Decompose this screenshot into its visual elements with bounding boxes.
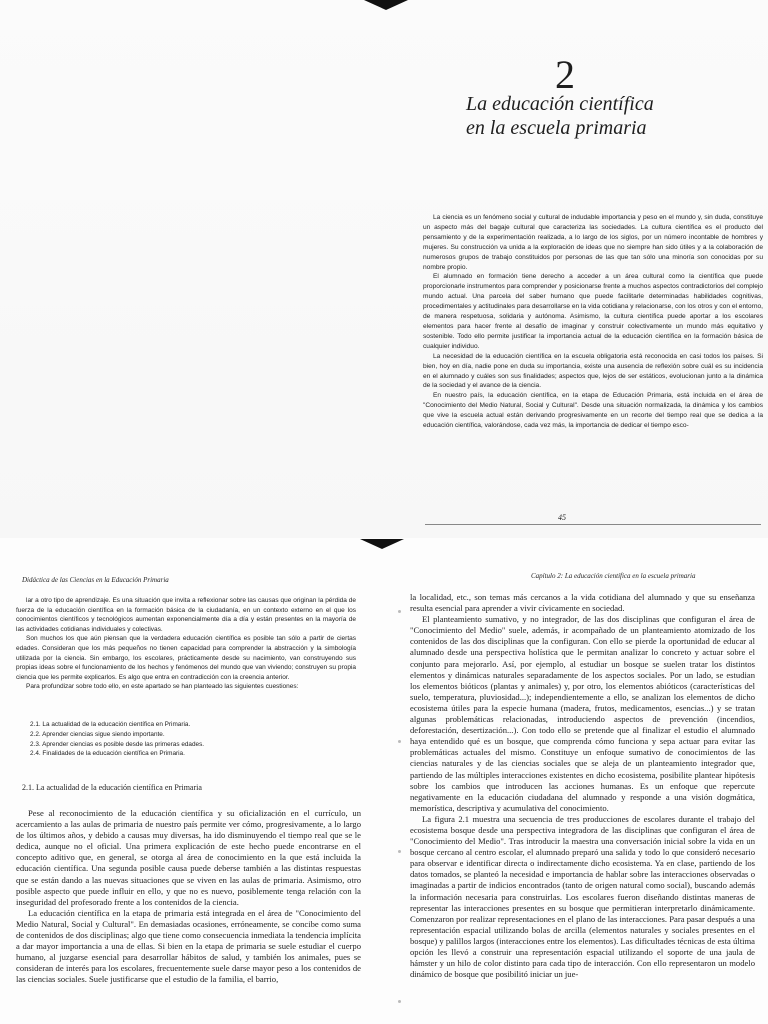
left-page-body	[16, 808, 361, 986]
right-page-body	[410, 592, 755, 980]
running-head-right: Capítulo 2: La educación científica en la escuela primaria	[531, 572, 696, 580]
gutter-mark	[398, 740, 401, 743]
gutter-mark	[398, 850, 401, 853]
paragraph: El planteamiento sumativo, y no integrador, de las dos disciplinas que configuran el área de "Conocimiento del Medio" suele, además, ir acompañado de un planteamiento atomizado de los contenidos de las dos disciplinas que la configuran. Con ello se pierde la oportunidad de educar al alumnado desde una perspectiva holística que le permitan analizar lo concreto y actuar sobre el conjunto para mejorarlo. Así, por ejemplo, al estudiar un bosque se suelen tratar los distintos elementos y dinámicas naturales separadamente de los aspectos sociales. Por un lado, se estudian los elementos bióticos (plantas y animales) y, por otro, los elementos abióticos (características del suelo, temperatura, pluviosidad...); independientemente a ello, se analizan los elementos de dicho ecosistema útiles para la especie humana (madera, frutos, medicamentos, esencias...) y se tratan algunas problemáticas relacionadas, introduciendo aspectos de prevención (incendios, deforestación, desertización...). Con todo ello se pretende que al finalizar el estudio el alumnado haya entendido qué es un bosque, que comprenda cómo funciona y sepa actuar para evitar las problemáticas actuales del mismo. Constituye un enfoque sumativo de conocimientos de las ciencias naturales y de las ciencias sociales que se aleja de un planteamiento integrador que, partiendo de las múltiples interacciones existentes en dicho ecosistema, posibilite plantear hipótesis sobre los cambios que introducen las acciones humanas. Es un enfoque que repercute negativamente en la educación ciudadana del alumnado y responde a una visión dogmática, memorística, descriptiva y acumulativa del conocimiento.	[410, 614, 755, 813]
chapter-title-line: La educación científica	[466, 93, 654, 115]
chapter-intro	[423, 213, 763, 431]
questions-list	[30, 720, 330, 759]
intro-paragraph: La ciencia es un fenómeno social y cultural de indudable importancia y peso en el mundo y, sin duda, constituye un aspecto más del bagaje cultural que caracteriza las sociedades. La cultura científica es el producto del pensamiento y de la experimentación realizada, a lo largo de los siglos, por un número incontable de hombres y mujeres. Su construcción va unida a la exploración de ideas que no siempre han sido útiles y a la colaboración de numerosos grupos de trabajo constituidos por personas de las que tan sólo una minoría son conocidas por su nombre propio.	[423, 214, 763, 271]
page-number: 45	[558, 513, 566, 522]
list-item: 2.4. Finalidades de la educación científica en Primaria.	[30, 750, 185, 758]
paragraph: la localidad, etc., son temas más cercanos a la vida cotidiana del alumnado y que su enseñanza resulta esencial para aprender a vivir cívicamente en sociedad.	[410, 592, 755, 614]
scan-arrow-mark	[360, 539, 404, 549]
intro-paragraph: La necesidad de la educación científica en la escuela obligatoria está reconocida en casi todos los países. Si bien, hoy en día, nadie pone en duda su importancia, existe una ausencia de reflexión sobre cuál es su incidencia en el alumnado y cuáles son sus finalidades; aspectos que, lejos de ser estáticos, evolucionan junto a la dinámica de la sociedad y el avance de la ciencia.	[423, 352, 763, 390]
list-item: 2.2. Aprender ciencias sigue siendo importante.	[30, 730, 165, 738]
paragraph: lar a otro tipo de aprendizaje. Es una situación que invita a reflexionar sobre las causas que originan la pérdida de fuerza de la educación científica en la formación básica de la ciudadanía, en un contexto externo en el que los conocimientos científicos y tecnológicos aumentan exponencialmente día a día y están presentes en la mayoría de las actividades cotidianas individuales y colectivas.	[16, 597, 356, 633]
paragraph: Son muchos los que aún piensan que la verdadera educación científica es posible tan sólo a partir de ciertas edades. Consideran que los más pequeños no tienen capacidad para comprender la abstracción y la simbología utilizada por la ciencia. Sin embargo, los escolares, prácticamente desde su nacimiento, van construyendo sus propias ideas sobre el funcionamiento de los hechos y fenómenos del mundo que van viviendo; construyen su propia ciencia que les permite explicarlos. Es algo que entra en contradicción con la creencia anterior.	[16, 635, 356, 681]
chapter-number: 2	[555, 52, 575, 97]
list-item: 2.3. Aprender ciencias es posible desde las primeras edades.	[30, 740, 205, 748]
scan-arrow-mark	[364, 0, 408, 10]
list-item: 2.1. La actualidad de la educación científica en Primaria.	[30, 721, 191, 728]
paragraph: La figura 2.1 muestra una secuencia de tres producciones de escolares durante el trabajo del ecosistema bosque desde una perspectiva integradora de las disciplinas que configuran el área de "Conocimiento del Medio". Tras introducir la maestra una conversación inicial sobre la vida en un bosque cercano al centro escolar, el alumnado preparó una salida y todo lo que consideró necesario para observar e identificar directa o indirectamente dicho ecosistema. Ya en clase, partiendo de los datos tomados, se planteó la necesidad e importancia de hablar sobre las interacciones observadas o imaginadas a partir de indicios encontrados (tanto de origen natural como social), buscando además la información necesaria para construirlas. Los escolares fueron diseñando distintas maneras de representar las interacciones presentes en su bosque que permitieran interpretarlo dinámicamente. Comenzaron por realizar representaciones en el plano de las interacciones. Para pasar después a una representación espacial utilizando bolas de arcilla (elementos naturales y sociales presentes en el bosque) y palillos largos (interacciones entre los elementos). Las dificultades técnicas de esta última opción les llevó a construir una representación espacial utilizando el soporte de una jaula de hámster y un hilo de color distinto para cada tipo de interacción. Con ello representaron un modelo dinámico de bosque que posibilitó iniciar un jue-	[410, 813, 755, 980]
intro-paragraph: El alumnado en formación tiene derecho a acceder a un área cultural como la científica que puede proporcionarle instrumentos para comprender y posicionarse frente a muchos aspectos contradictorios del complejo mundo actual. Una parcela del saber humano que puede facilitarle determinadas habilidades cognitivas, procedimentales y actitudinales para desarrollarse en la vida cotidiana y relacionarse, con los otros y con el entorno, de manera respetuosa, solidaria y autónoma. Asimismo, la cultura científica puede aportar a los escolares elementos para hacer frente al desafío de imaginar y construir colectivamente un mundo más equitativo y sostenible. Todo ello permite justificar la importancia actual de la educación científica en la formación básica de cualquier individuo.	[423, 273, 763, 350]
chapter-title	[466, 92, 756, 140]
paragraph: La educación científica en la etapa de primaria está integrada en el área de "Conocimiento del Medio Natural, Social y Cultural". En demasiadas ocasiones, erróneamente, se concibe como suma de contenidos de dos disciplinas; algo que tiene como consecuencia inmediata la tendencia implícita a dar mayor importancia a una de ellas. Si bien en la etapa de primaria se suele estudiar el cuerpo humano, al juzgarse esencial para desarrollar hábitos de salud, y también los animales, pues se consideran de interés para los escolares, frecuentemente suele darse mayor peso a los contenidos de las ciencias sociales. Suele justificarse que el estudio de la familia, el barrio,	[16, 907, 361, 985]
gutter-mark	[398, 1000, 401, 1003]
running-head-left: Didáctica de las Ciencias en la Educación Primaria	[22, 576, 169, 584]
section-heading: 2.1. La actualidad de la educación científica en Primaria	[22, 783, 202, 792]
intro-paragraph: En nuestro país, la educación científica, en la etapa de Educación Primaria, está incluida en el área de "Conocimiento del Medio Natural, Social y Cultural". Desde una situación normalizada, la dinámica y los cambios que vive la escuela actual están derivando progresivamente en un recorte del tiempo real que se dedica a la educación científica, valorándose, cada vez más, la importancia de dedicar el tiempo esco-	[423, 392, 763, 430]
paragraph: Para profundizar sobre todo ello, en este apartado se han planteado las siguientes cuestiones:	[26, 683, 299, 691]
gutter-mark	[398, 610, 401, 613]
paragraph: Pese al reconocimiento de la educación científica y su oficialización en el currículo, un acercamiento a las aulas de primaria de nuestro país permite ver cómo, progresivamente, a lo largo de los últimos años, y debido a causas muy diversas, ha ido disminuyendo el tiempo real que se le dedica, aunque no el oficial. Una primera explicación de este hecho puede encontrarse en el concepto aditivo que, en general, se otorga al área de conocimiento en la que está incluida la educación científica. Una segunda posible causa puede deberse también a las distintas respuestas que se están dando a las nuevas situaciones que se viven en las aulas de primaria. Asimismo, otro posible aspecto que puede influir en ello, y que no es nuevo, posiblemente tenga relación con la inseguridad del profesorado frente a los contenidos de la ciencia.	[16, 808, 361, 907]
chapter-title-line: en la escuela primaria	[466, 117, 647, 139]
left-page-intro	[16, 596, 356, 692]
page-divider	[425, 524, 761, 525]
